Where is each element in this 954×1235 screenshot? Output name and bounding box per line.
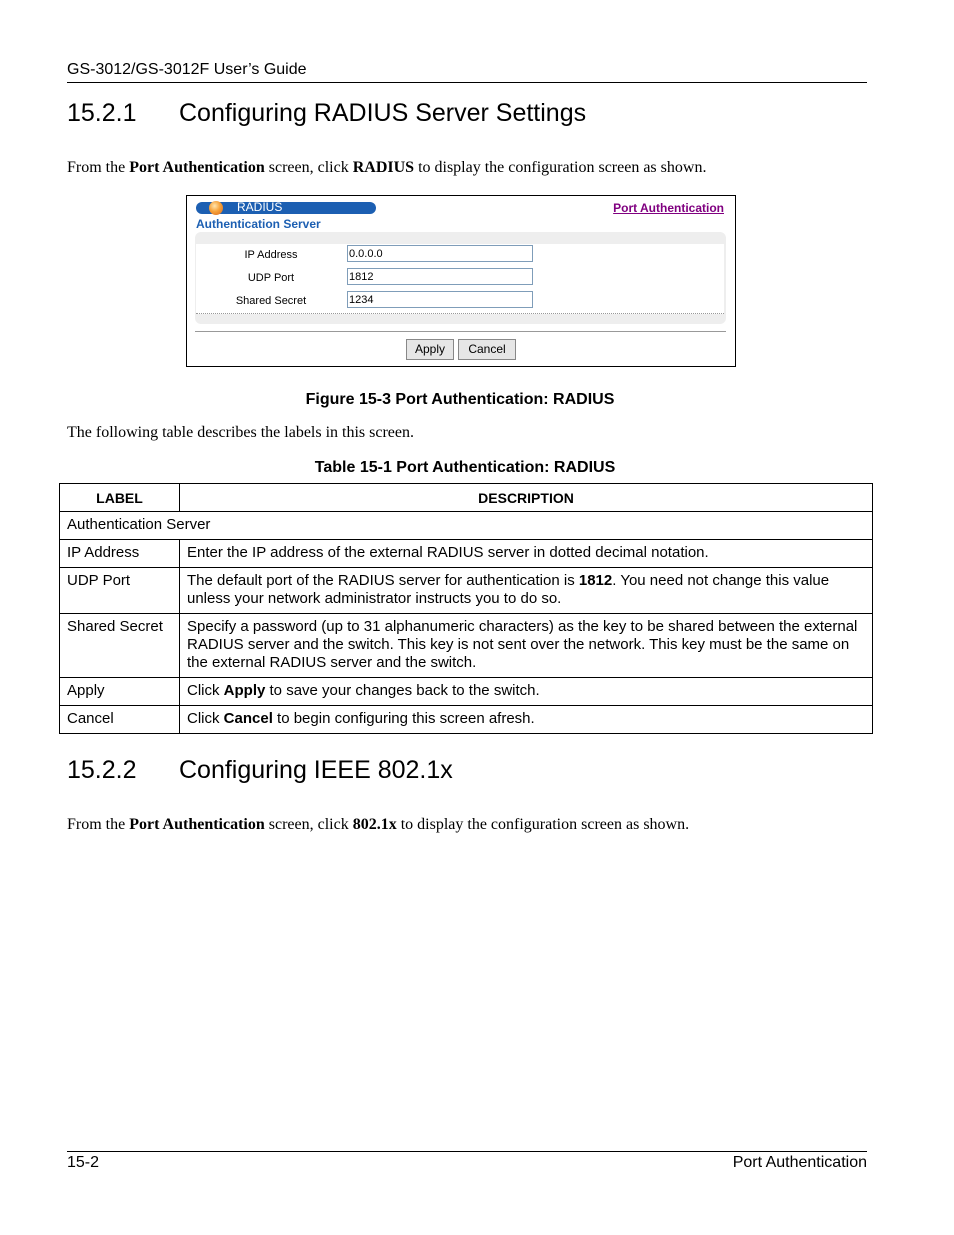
orb-icon — [209, 201, 223, 215]
label-column-header: LABEL — [60, 484, 180, 512]
radius-screenshot — [186, 195, 736, 367]
intro-bold: Port Authentication — [129, 159, 265, 176]
table-caption: Table 15-1 Port Authentication: RADIUS — [314, 459, 616, 476]
desc-text: . You need not change this value unless your network administrator instructs you to do so. — [187, 572, 830, 607]
row-label: Cancel — [60, 706, 180, 734]
ip-address-label: IP Address — [244, 249, 298, 261]
section-heading-radius — [67, 98, 586, 128]
chapter-name: Port Authentication — [732, 1154, 867, 1171]
udp-port-label: UDP Port — [247, 272, 295, 284]
page-header — [67, 60, 867, 83]
shared-secret-label: Shared Secret — [235, 295, 307, 307]
section-title: Configuring RADIUS Server Settings — [179, 99, 587, 127]
section-number: 15.2.1 — [67, 99, 137, 127]
desc-text: to begin configuring this screen afresh. — [272, 710, 535, 727]
screen-title: RADIUS — [237, 200, 283, 214]
table-row — [60, 568, 873, 614]
desc-bold: Cancel — [223, 710, 273, 727]
intro-bold: 802.1x — [352, 816, 397, 833]
description-column-header: DESCRIPTION — [180, 484, 873, 512]
intro-text: From the — [67, 816, 130, 833]
section-heading-8021x — [67, 755, 453, 785]
table-row — [60, 614, 873, 678]
ip-address-input[interactable]: 0.0.0.0 — [347, 245, 533, 262]
desc-text: to save your changes back to the switch. — [265, 682, 540, 699]
desc-bold: 1812 — [578, 572, 613, 589]
shared-secret-input[interactable]: 1234 — [347, 291, 533, 308]
cancel-button[interactable]: Cancel — [458, 339, 516, 360]
intro-text: screen, click — [264, 159, 353, 176]
table-row — [60, 540, 873, 568]
screen-subtitle: Authentication Server — [196, 217, 321, 231]
row-label: Apply — [60, 678, 180, 706]
group-row-label: Authentication Server — [60, 512, 873, 540]
table-row — [60, 678, 873, 706]
apply-button[interactable]: Apply — [406, 339, 454, 360]
ip-address-row — [196, 244, 724, 268]
port-authentication-link[interactable]: Port Authentication — [613, 201, 724, 215]
desc-bold: Apply — [223, 682, 266, 699]
page-footer — [67, 1151, 867, 1174]
intro-bold: RADIUS — [352, 159, 415, 176]
figure-caption: Figure 15-3 Port Authentication: RADIUS — [305, 391, 615, 408]
section-intro-8021x — [67, 815, 689, 835]
desc-text: Click — [187, 682, 224, 699]
guide-title: GS-3012/GS-3012F User’s Guide — [67, 61, 307, 78]
label-description-table — [59, 483, 873, 734]
table-intro: The following table describes the labels in this screen. — [67, 424, 415, 441]
row-label: IP Address — [60, 540, 180, 568]
section-intro-radius — [67, 158, 706, 178]
row-description — [180, 678, 873, 706]
title-bar — [196, 202, 376, 214]
row-description — [180, 568, 873, 614]
intro-bold: Port Authentication — [129, 816, 265, 833]
row-description: Enter the IP address of the external RADIUS server in dotted decimal notation. — [180, 540, 873, 568]
intro-text: to display the configuration screen as shown. — [396, 816, 690, 833]
table-row — [60, 512, 873, 540]
udp-port-input[interactable]: 1812 — [347, 268, 533, 285]
intro-text: From the — [67, 159, 130, 176]
divider — [195, 331, 726, 332]
row-label: UDP Port — [60, 568, 180, 614]
desc-text: The default port of the RADIUS server for authentication is — [187, 572, 579, 589]
row-label: Shared Secret — [60, 614, 180, 678]
row-description — [180, 706, 873, 734]
page-number: 15-2 — [67, 1154, 100, 1171]
shared-secret-row — [196, 290, 724, 314]
table-header-row — [60, 484, 873, 512]
intro-text: to display the configuration screen as shown. — [414, 159, 707, 176]
section-title: Configuring IEEE 802.1x — [179, 756, 453, 784]
section-number: 15.2.2 — [67, 756, 137, 784]
udp-port-row — [196, 267, 724, 291]
desc-text: Click — [187, 710, 224, 727]
table-row — [60, 706, 873, 734]
intro-text: screen, click — [264, 816, 353, 833]
row-description: Specify a password (up to 31 alphanumeric characters) as the key to be shared between the external RADIUS server and the switch. This key is not sent over the network. This key must be the same on the external RADIUS server and the switch. — [180, 614, 873, 678]
